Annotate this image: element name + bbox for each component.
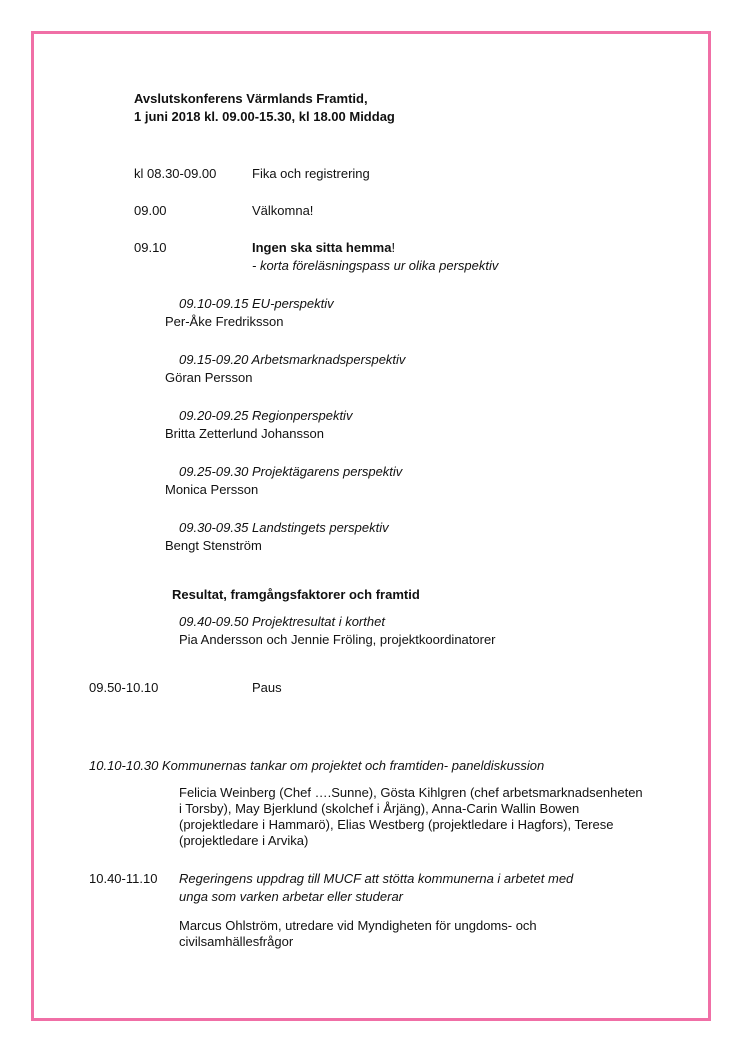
- talk-speaker: Bengt Stenström: [165, 538, 262, 553]
- mission-speaker: Marcus Ohlström, utredare vid Myndigheten för ungdoms- och civilsamhällesfrågor: [179, 918, 537, 949]
- talk-title: 09.30-09.35 Landstingets perspektiv: [179, 520, 389, 535]
- break-time: 09.50-10.10: [89, 680, 159, 695]
- talk-title: 09.15-09.20 Arbetsmarknadsperspektiv: [179, 352, 406, 367]
- talk-speaker: Göran Persson: [165, 370, 253, 385]
- schedule-time-welcome: 09.00: [134, 203, 167, 218]
- panel-title: 10.10-10.30 Kommunernas tankar om projektet och framtiden- paneldiskussion: [89, 758, 545, 773]
- session-title-bold: Ingen ska sitta hemma: [252, 240, 392, 255]
- schedule-text-welcome: Välkomna!: [252, 203, 314, 218]
- talk-title: 09.10-09.15 EU-perspektiv: [179, 296, 334, 311]
- session-subtitle: - korta föreläsningspass ur olika perspektiv: [252, 258, 499, 273]
- schedule-time-registration: kl 08.30-09.00: [134, 166, 217, 181]
- talk-speaker: Per-Åke Fredriksson: [165, 314, 284, 329]
- talk-title: 09.20-09.25 Regionperspektiv: [179, 408, 353, 423]
- mission-title-line-2: unga som varken arbetar eller studerar: [179, 889, 404, 904]
- title-line-1: Avslutskonferens Värmlands Framtid,: [134, 91, 368, 106]
- talk-speaker: Monica Persson: [165, 482, 259, 497]
- results-talk-speaker: Pia Andersson och Jennie Fröling, projektkoordinatorer: [179, 632, 496, 647]
- schedule-time-session: 09.10: [134, 240, 167, 255]
- panel-participants: Felicia Weinberg (Chef ….Sunne), Gösta Kihlgren (chef arbetsmarknadsenheten i Torsby), May Bjerklund (skolchef i Årjäng), Anna-Carin Wallin Bowen (projektledare i Hammarö), Elias Westberg (projektledare i Hagfors), Terese (projektledare i Arvika): [179, 785, 643, 848]
- results-heading: Resultat, framgångsfaktorer och framtid: [172, 587, 420, 602]
- break-text: Paus: [252, 680, 282, 695]
- schedule-text-registration: Fika och registrering: [252, 166, 370, 181]
- title-line-2: 1 juni 2018 kl. 09.00-15.30, kl 18.00 Middag: [134, 109, 395, 124]
- schedule-text-session: [252, 240, 395, 256]
- talk-speaker: Britta Zetterlund Johansson: [165, 426, 324, 441]
- mission-title-line-1: Regeringens uppdrag till MUCF att stötta kommunerna i arbetet med: [179, 871, 574, 886]
- mission-time: 10.40-11.10: [89, 871, 158, 886]
- results-talk-title: 09.40-09.50 Projektresultat i korthet: [179, 614, 385, 629]
- session-title-rest: !: [391, 240, 396, 255]
- talk-title: 09.25-09.30 Projektägarens perspektiv: [179, 464, 403, 479]
